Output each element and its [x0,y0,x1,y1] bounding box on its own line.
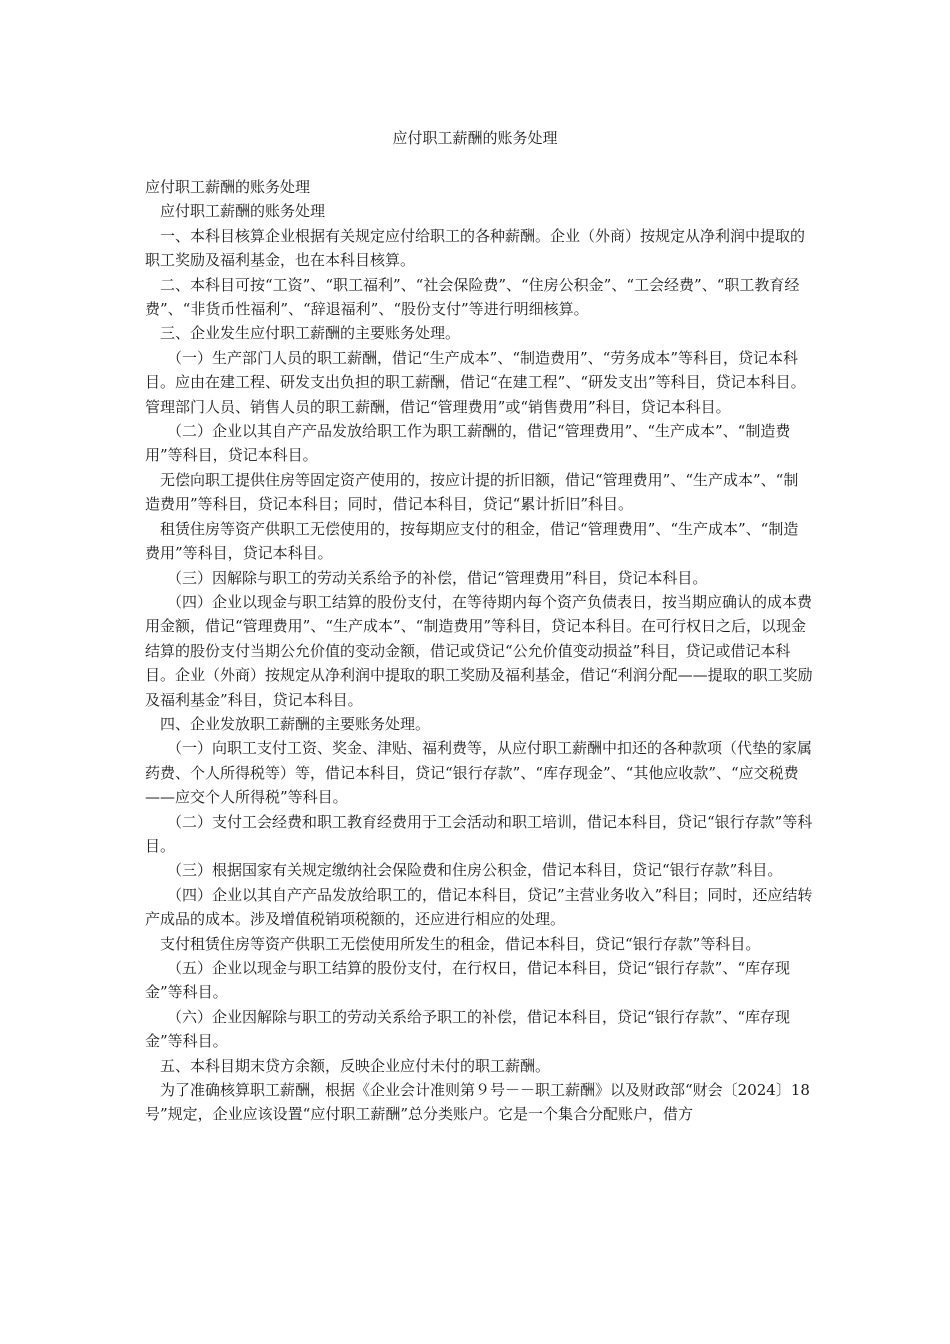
paragraph: 应付职工薪酬的账务处理 [160,202,326,221]
paragraph: 一、本科目核算企业根据有关规定应付给职工的各种薪酬。企业（外商）按规定从净利润中提取的职工奖励及福利基金，也在本科目核算。 [145,226,806,270]
paragraph: 二、本科目可按“工资”、“职工福利”、“社会保险费”、“住房公积金”、“工会经费”、“职工教育经费”、“非货币性福利”、“辞退福利”、“股份支付”等进行明细核算。 [145,275,800,319]
document-body [145,175,813,1127]
paragraph: （一）向职工支付工资、奖金、津贴、福利费等，从应付职工薪酬中扣还的各种款项（代垫的家属药费、个人所得税等）等，借记本科目，贷记“银行存款”、“库存现金”、“其他应收款”、“应交税费——应交个人所得税”等科目。 [145,739,813,807]
paragraph: （六）企业因解除与职工的劳动关系给予职工的补偿，借记本科目，贷记“银行存款”、“库存现金”等科目。 [145,1007,791,1051]
paragraph: 为了准确核算职工薪酬，根据《企业会计准则第９号－－职工薪酬》以及财政部“财会〔2024〕18号”规定，企业应该设置“应付职工薪酬”总分类账户。它是一个集合分配账户，借方 [145,1081,810,1124]
paragraph: （五）企业以现金与职工结算的股份支付，在行权日，借记本科目，贷记“银行存款”、“库存现金”等科目。 [145,959,791,1002]
paragraph: 应付职工薪酬的账务处理 [145,178,311,196]
paragraph: （三）因解除与职工的劳动关系给予的补偿，借记“管理费用”科目，贷记本科目。 [167,568,708,587]
paragraph: （四）企业以现金与职工结算的股份支付，在等待期内每个资产负债表日，按当期应确认的成本费用金额，借记“管理费用”、“生产成本”、“制造费用”等科目，贷记本科目。在可行权日之后，以现金结算的股份支付当期公允价值的变动金额，借记或贷记“公允价值变动损益”科目，贷记或借记本科目。企业（外商）按规定从净利润中提取的职工奖励及福利基金，借记“利润分配——提取的职工奖励及福利基金”科目，贷记本科目。 [145,592,813,709]
paragraph: （二）支付工会经费和职工教育经费用于工会活动和职工培训，借记本科目，贷记“银行存款”等科目。 [145,812,813,855]
paragraph: （一）生产部门人员的职工薪酬，借记“生产成本”、“制造费用”、“劳务成本”等科目，贷记本科目。应由在建工程、研发支出负担的职工薪酬，借记“在建工程”、“研发支出”等科目，贷记本科目。管理部门人员、销售人员的职工薪酬，借记“管理费用”或“销售费用”科目，贷记本科目。 [145,348,806,416]
paragraph: （四）企业以其自产产品发放给职工的，借记本科目，贷记”主营业务收入”科目；同时，还应结转产成品的成本。涉及增值税销项税额的，还应进行相应的处理。 [145,885,813,929]
paragraph: 租赁住房等资产供职工无偿使用的，按每期应支付的租金，借记“管理费用”、“生产成本”、“制造费用”等科目，贷记本科目。 [145,519,799,563]
paragraph: 无偿向职工提供住房等固定资产使用的，按应计提的折旧额，借记“管理费用”、“生产成本”、“制造费用”等科目，贷记本科目；同时，借记本科目，贷记“累计折旧”科目。 [145,470,799,514]
paragraph: 五、本科目期末贷方余额，反映企业应付未付的职工薪酬。 [160,1056,551,1075]
paragraph: 四、企业发放职工薪酬的主要账务处理。 [160,714,431,733]
document-title: 应付职工薪酬的账务处理 [392,129,558,147]
paragraph: 三、企业发生应付职工薪酬的主要账务处理。 [160,324,461,343]
paragraph: 支付租赁住房等资产供职工无偿使用所发生的租金，借记本科目，贷记“银行存款”等科目。 [160,934,761,953]
paragraph: （三）根据国家有关规定缴纳社会保险费和住房公积金，借记本科目，贷记“银行存款”科目。 [167,861,783,880]
paragraph: （二）企业以其自产产品发放给职工作为职工薪酬的，借记“管理费用”、“生产成本”、“制造费用”等科目，贷记本科目。 [145,422,791,465]
